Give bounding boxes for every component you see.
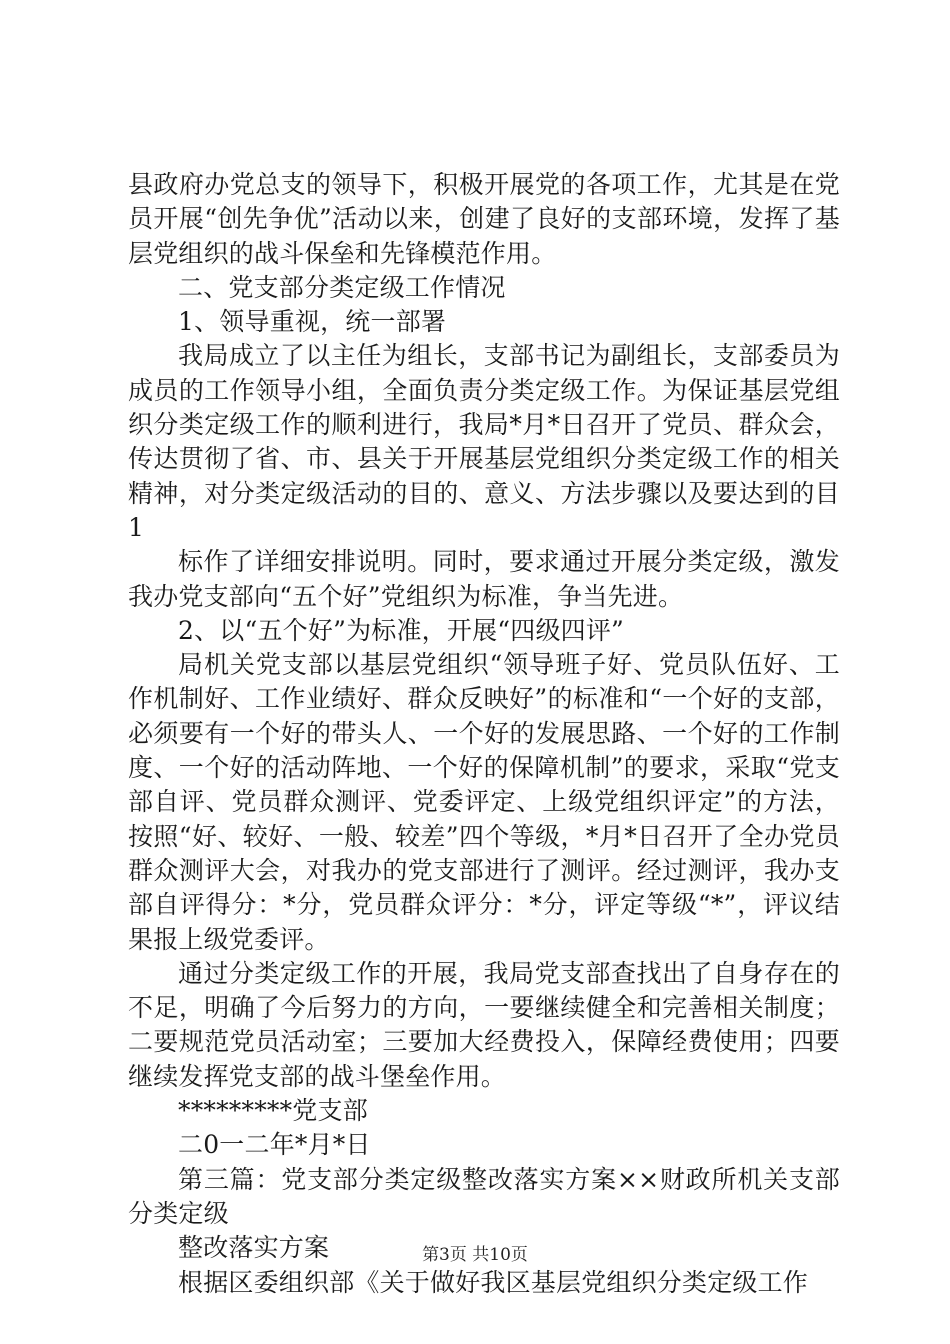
paragraph-13: 根据区委组织部《关于做好我区基层党组织分类定级工作 (178, 1267, 809, 1297)
paragraph-1: 县政府办党总支的领导下，积极开展党的各项工作，尤其是在党员开展“创先争优”活动以来，创建了良好的支部环境，发挥了基层党组织的战斗保垒和先锋模范作用。 (128, 170, 840, 268)
chapter-subtitle: 整改落实方案 (178, 1233, 330, 1263)
paragraph-7: 局机关党支部以基层党组织“领导班子好、党员队伍好、工作机制好、工作业绩好、群众反映好”的标准和“一个好的支部，必须要有一个好的带头人、一个好的发展思路、一个好的工作制度、一个好的活动阵地、一个好的保障机制”的要求，采取“党支部自评、党员群众测评、党委评定、上级党组织评定”的方法，按照“好、较好、一般、较差”四个等级，*月*日召开了全办党员群众测评大会，对我办的党支部进行了测评。经过测评，我办支部自评得分：*分，党员群众评分：*分，评定等级“*”，评议结果报上级党委评。 (128, 650, 840, 954)
signature-date: 二0一二年*月*日 (178, 1130, 371, 1160)
section-heading-2: 二、党支部分类定级工作情况 (178, 272, 506, 302)
subheading-1: 1、领导重视，统一部署 (178, 307, 447, 337)
page-number-footer: 第3页 共10页 (422, 1245, 528, 1265)
paragraph-5: 标作了详细安排说明。同时，要求通过开展分类定级，激发我办党支部向“五个好”党组织为标准，争当先进。 (128, 547, 840, 611)
paragraph-4: 我局成立了以主任为组长，支部书记为副组长，支部委员为成员的工作领导小组，全面负责分类定级工作。为保证基层党组织分类定级工作的顺利进行，我局*月*日召开了党员、群众会，传达贯彻了省、市、县关于开展基层党组织分类定级工作的相关精神，对分类定级活动的目的、意义、方法步骤以及要达到的目1 (128, 341, 840, 542)
document-body (128, 168, 840, 1300)
signature-org: *********党支部 (178, 1096, 368, 1126)
paragraph-8: 通过分类定级工作的开展，我局党支部查找出了自身存在的不足，明确了今后努力的方向，一要继续健全和完善相关制度；二要规范党员活动室；三要加大经费投入，保障经费使用；四要继续发挥党支部的战斗堡垒作用。 (128, 958, 840, 1091)
chapter-title: 第三篇：党支部分类定级整改落实方案××财政所机关支部分类定级 (128, 1164, 840, 1228)
subheading-2: 2、以“五个好”为标准，开展“四级四评” (178, 615, 625, 645)
